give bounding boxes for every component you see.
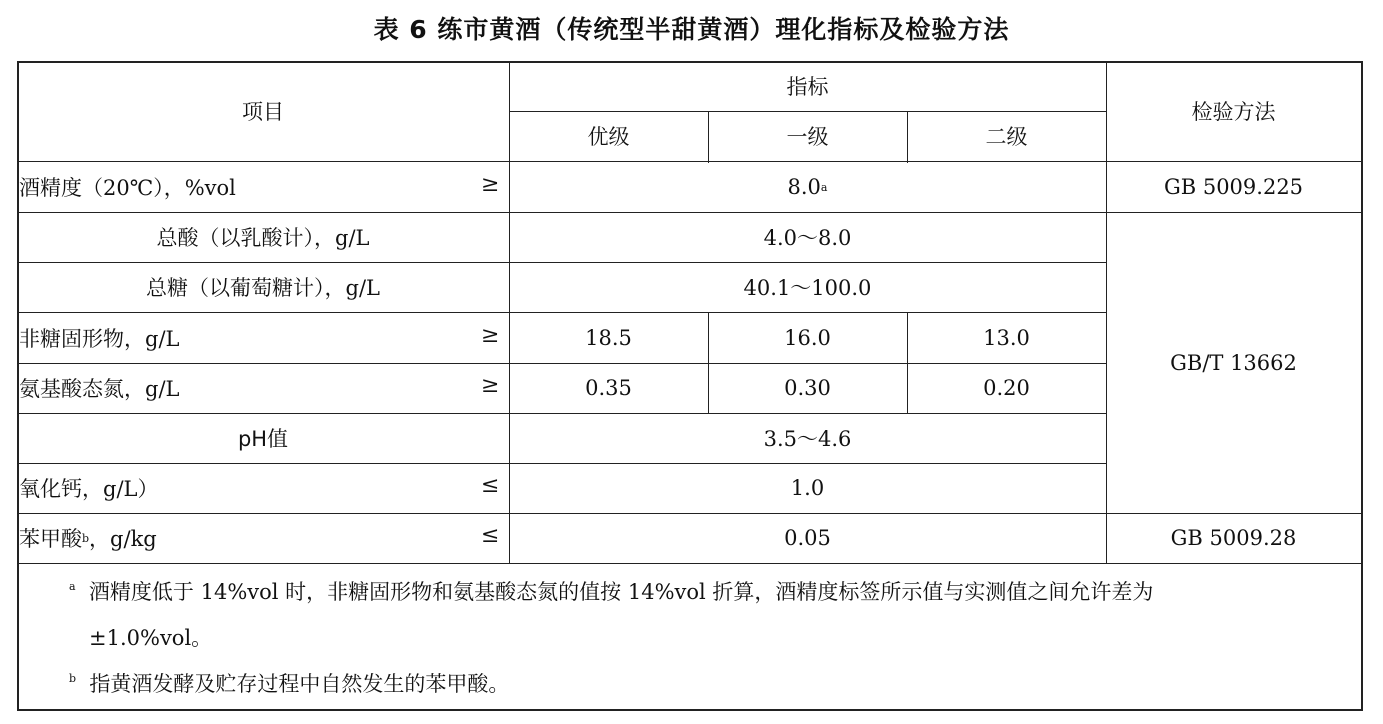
rule-row8 <box>17 563 1363 564</box>
row-amino-nitrogen-premium: 0.35 <box>585 376 632 400</box>
row-benzoic-acid-name: 苯甲酸 <box>19 527 82 551</box>
footnote-a-mark: a <box>69 580 76 593</box>
header-method: 检验方法 <box>1191 100 1276 124</box>
header-item: 项目 <box>242 100 284 124</box>
row-benzoic-acid-unit: ，g/kg <box>89 527 157 551</box>
row-calcium-oxide-item: 氧化钙，g/L） <box>19 477 159 501</box>
footnote-b-text: 指黄酒发酵及贮存过程中自然发生的苯甲酸。 <box>89 672 510 696</box>
footnote-b-ref: b <box>82 531 90 545</box>
row-non-sugar-solids-first: 16.0 <box>784 325 831 350</box>
row-benzoic-acid-value: 0.05 <box>784 526 831 550</box>
row-ph-value: 3.5～4.6 <box>763 427 852 451</box>
row-amino-nitrogen-first: 0.30 <box>784 376 831 400</box>
row-non-sugar-solids-second: 13.0 <box>983 325 1030 350</box>
header-indicator: 指标 <box>786 75 829 99</box>
border-right <box>1361 61 1363 711</box>
row-total-acid-item: 总酸（以乳酸计），g/L <box>156 226 370 250</box>
footnote-a <box>69 576 1153 606</box>
table-title: 表 6 练市黄酒（传统型半甜黄酒）理化指标及检验方法 <box>373 15 1010 44</box>
row-alcohol-method: GB 5009.225 <box>1163 175 1304 199</box>
footnote-a-ref: a <box>820 180 828 194</box>
row-total-sugar-item: 总糖（以葡萄糖计），g/L <box>146 276 380 300</box>
row-amino-nitrogen-second: 0.20 <box>983 376 1030 400</box>
footnote-a-text: 酒精度低于 14%vol 时，非糖固形物和氨基酸态氮的值按 14%vol 折算，酒精度标签所示值与实测值之间允许差为 <box>88 580 1154 604</box>
row-non-sugar-solids-premium: 18.5 <box>585 325 632 350</box>
row-alcohol-value-text: 8.0 <box>787 175 821 199</box>
footnote-b-mark: b <box>69 672 77 685</box>
header-grade-first: 一级 <box>786 125 829 149</box>
footnote-a-continued: ±1.0%vol。 <box>89 626 213 650</box>
row-benzoic-acid-symbol: ≤ <box>481 523 500 548</box>
row-alcohol-item: 酒精度（20℃），%vol <box>19 176 236 200</box>
row-alcohol-symbol: ≥ <box>481 172 500 197</box>
row-amino-nitrogen-item: 氨基酸态氮，g/L <box>19 377 180 401</box>
row-benzoic-acid-method: GB 5009.28 <box>1170 526 1297 550</box>
header-grade-premium: 优级 <box>587 125 630 149</box>
row-non-sugar-solids-symbol: ≥ <box>481 323 500 348</box>
header-grade-second: 二级 <box>985 125 1028 149</box>
border-bottom <box>17 709 1363 711</box>
row-total-acid-value: 4.0～8.0 <box>763 226 852 250</box>
spec-table <box>17 61 1363 711</box>
row-calcium-oxide-value: 1.0 <box>790 476 825 500</box>
row-non-sugar-solids-item: 非糖固形物，g/L <box>19 326 180 351</box>
shared-method: GB/T 13662 <box>1170 350 1297 375</box>
row-benzoic-acid-item <box>17 513 157 563</box>
row-alcohol-value <box>509 162 1106 212</box>
row-calcium-oxide-symbol: ≤ <box>481 473 500 498</box>
row-ph-item: pH值 <box>237 427 289 451</box>
row-amino-nitrogen-symbol: ≥ <box>481 373 500 398</box>
footnote-b <box>69 668 509 698</box>
row-total-sugar-value: 40.1～100.0 <box>743 276 872 300</box>
